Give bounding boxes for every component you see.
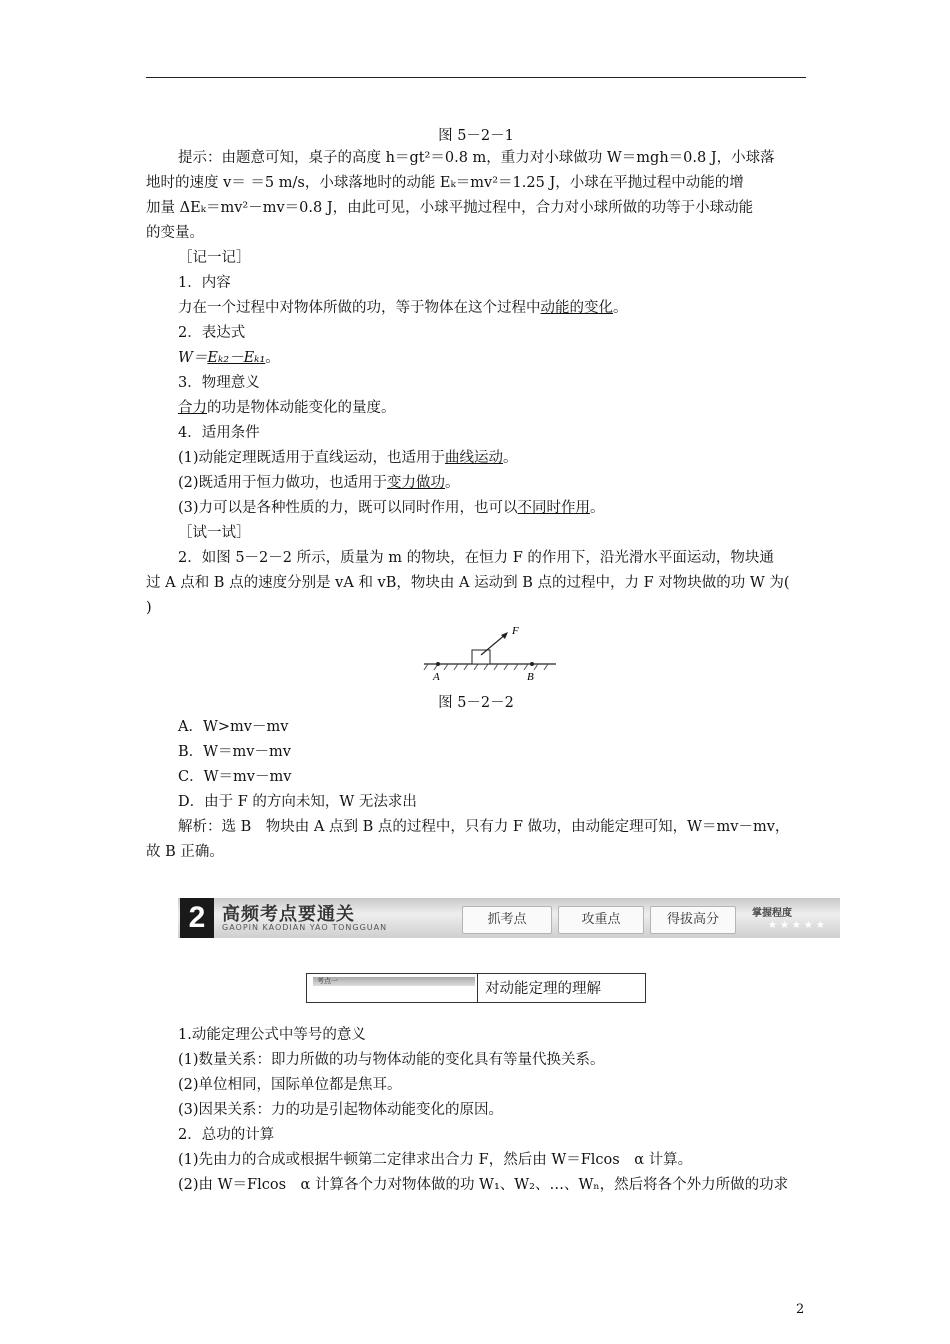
underlined-answer: 曲线运动: [445, 450, 504, 466]
body-text: [178, 448, 518, 468]
formula: [178, 348, 280, 368]
label-f: F: [512, 625, 519, 637]
hint-line: 加量 ΔEₖ＝mv²－mv＝0.8 J，由此可见，小球平抛过程中，合力对小球所做的功等于小球动能: [146, 200, 754, 216]
body-text: [178, 473, 460, 493]
topic-title: 对动能定理的理解: [485, 981, 601, 997]
key-points-button[interactable]: 攻重点: [558, 906, 644, 934]
text: (1)动能定理既适用于直线运动，也适用于: [178, 450, 446, 466]
body-text: (1)数量关系：即力所做的功与物体动能的变化具有等量代换关系。: [178, 1052, 605, 1068]
text: 力在一个过程中对物体所做的功，等于物体在这个过程中: [178, 300, 541, 316]
high-score-button[interactable]: 得拔高分: [650, 906, 736, 934]
point-b: [530, 662, 534, 666]
label-b: B: [527, 671, 534, 683]
underlined-answer: 动能的变化: [540, 300, 613, 316]
banner-subtitle: GAOPIN KAODIAN YAO TONGGUAN: [222, 923, 388, 932]
underlined-answer: Eₖ₂－Eₖ₁: [207, 350, 266, 366]
body-text: (1)先由力的合成或根据牛顿第二定律求出合力 F，然后由 W＝Flcos α 计算。: [178, 1152, 693, 1168]
body-text: [178, 498, 605, 518]
option-a: A．W>mv－mv: [178, 719, 289, 735]
physics-figure: [420, 622, 560, 684]
body-text: [178, 398, 396, 418]
body-text: (2)单位相同，国际单位都是焦耳。: [178, 1077, 402, 1093]
option-b: B．W＝mv－mv: [178, 744, 291, 760]
point-a: [436, 662, 440, 666]
text: 。: [503, 450, 518, 466]
header-rule: [146, 77, 806, 78]
subsection-title: 2．总功的计算: [178, 1127, 275, 1143]
star-icon: ★★★★★: [768, 920, 828, 931]
topic-tag: 考点一: [313, 977, 475, 986]
text: 的功是物体动能变化的量度。: [207, 400, 396, 416]
underlined-answer: 不同时作用: [517, 500, 591, 516]
question-line: 过 A 点和 B 点的速度分别是 vA 和 vB，物块由 A 运动到 B 点的过程中，力 F 对物块做的功 W 为(: [146, 575, 790, 591]
subsection-title: 3．物理意义: [178, 375, 260, 391]
figure-caption: 图 5－2－2: [438, 695, 514, 711]
question-line: 2．如图 5－2－2 所示，质量为 m 的物块，在恒力 F 的作用下，沿光滑水平面运动，物块通: [178, 550, 774, 566]
hint-line: 提示：由题意可知，桌子的高度 h＝gt²＝0.8 m，重力对小球做功 W＝mgh＝0.8 J，小球落: [178, 150, 775, 166]
text: 。: [265, 350, 280, 366]
body-text: (2)由 W＝Flcos α 计算各个力对物体做的功 W₁、W₂、…、Wₙ，然后将各个外力所做的功求: [178, 1177, 789, 1193]
underlined-answer: 合力: [178, 400, 207, 416]
option-d: D．由于 F 的方向未知，W 无法求出: [178, 794, 417, 810]
subsection-title: 1.动能定理公式中等号的意义: [178, 1027, 366, 1043]
answer-line: 解析：选 B 物块由 A 点到 B 点的过程中，只有力 F 做功，由动能定理可知，W＝mv－mv，: [178, 819, 790, 835]
banner-title: 高频考点要通关: [222, 904, 355, 925]
hint-line: 地时的速度 v＝ ＝5 m/s，小球落地时的动能 Eₖ＝mv²＝1.25 J，小球在平抛过程中动能的增: [146, 175, 744, 191]
text: (2)既适用于恒力做功，也适用于: [178, 475, 388, 491]
divider: [477, 974, 478, 1002]
force-arrow: [481, 634, 506, 655]
text: 。: [613, 300, 628, 316]
body-text: [178, 298, 628, 318]
section-head: ［试一试］: [178, 525, 251, 541]
subsection-title: 2．表达式: [178, 325, 246, 341]
ground-hatch: [424, 664, 548, 670]
block: [472, 650, 490, 664]
option-c: C．W＝mv－mv: [178, 769, 292, 785]
body-text: (3)因果关系：力的功是引起物体动能变化的原因。: [178, 1102, 504, 1118]
label-a: A: [433, 671, 440, 683]
text: (3)力可以是各种性质的力，既可以同时作用，也可以: [178, 500, 518, 516]
text: 。: [590, 500, 605, 516]
grab-points-button[interactable]: 抓考点: [462, 906, 552, 934]
answer-line: 故 B 正确。: [146, 844, 224, 860]
page-number: 2: [796, 1302, 805, 1317]
topic-box: [306, 973, 646, 1003]
text: W＝: [178, 350, 208, 366]
underlined-answer: 变力做功: [387, 475, 446, 491]
text: 。: [445, 475, 460, 491]
section-head: ［记一记］: [178, 250, 251, 266]
subsection-title: 1．内容: [178, 275, 231, 291]
section-banner: [178, 898, 840, 938]
hint-line: 的变量。: [146, 225, 204, 241]
figure-caption: 图 5－2－1: [438, 128, 514, 144]
subsection-title: 4．适用条件: [178, 425, 260, 441]
question-line: ): [146, 600, 152, 616]
banner-number: 2: [180, 898, 214, 938]
mastery-label: 掌握程度: [752, 908, 792, 919]
